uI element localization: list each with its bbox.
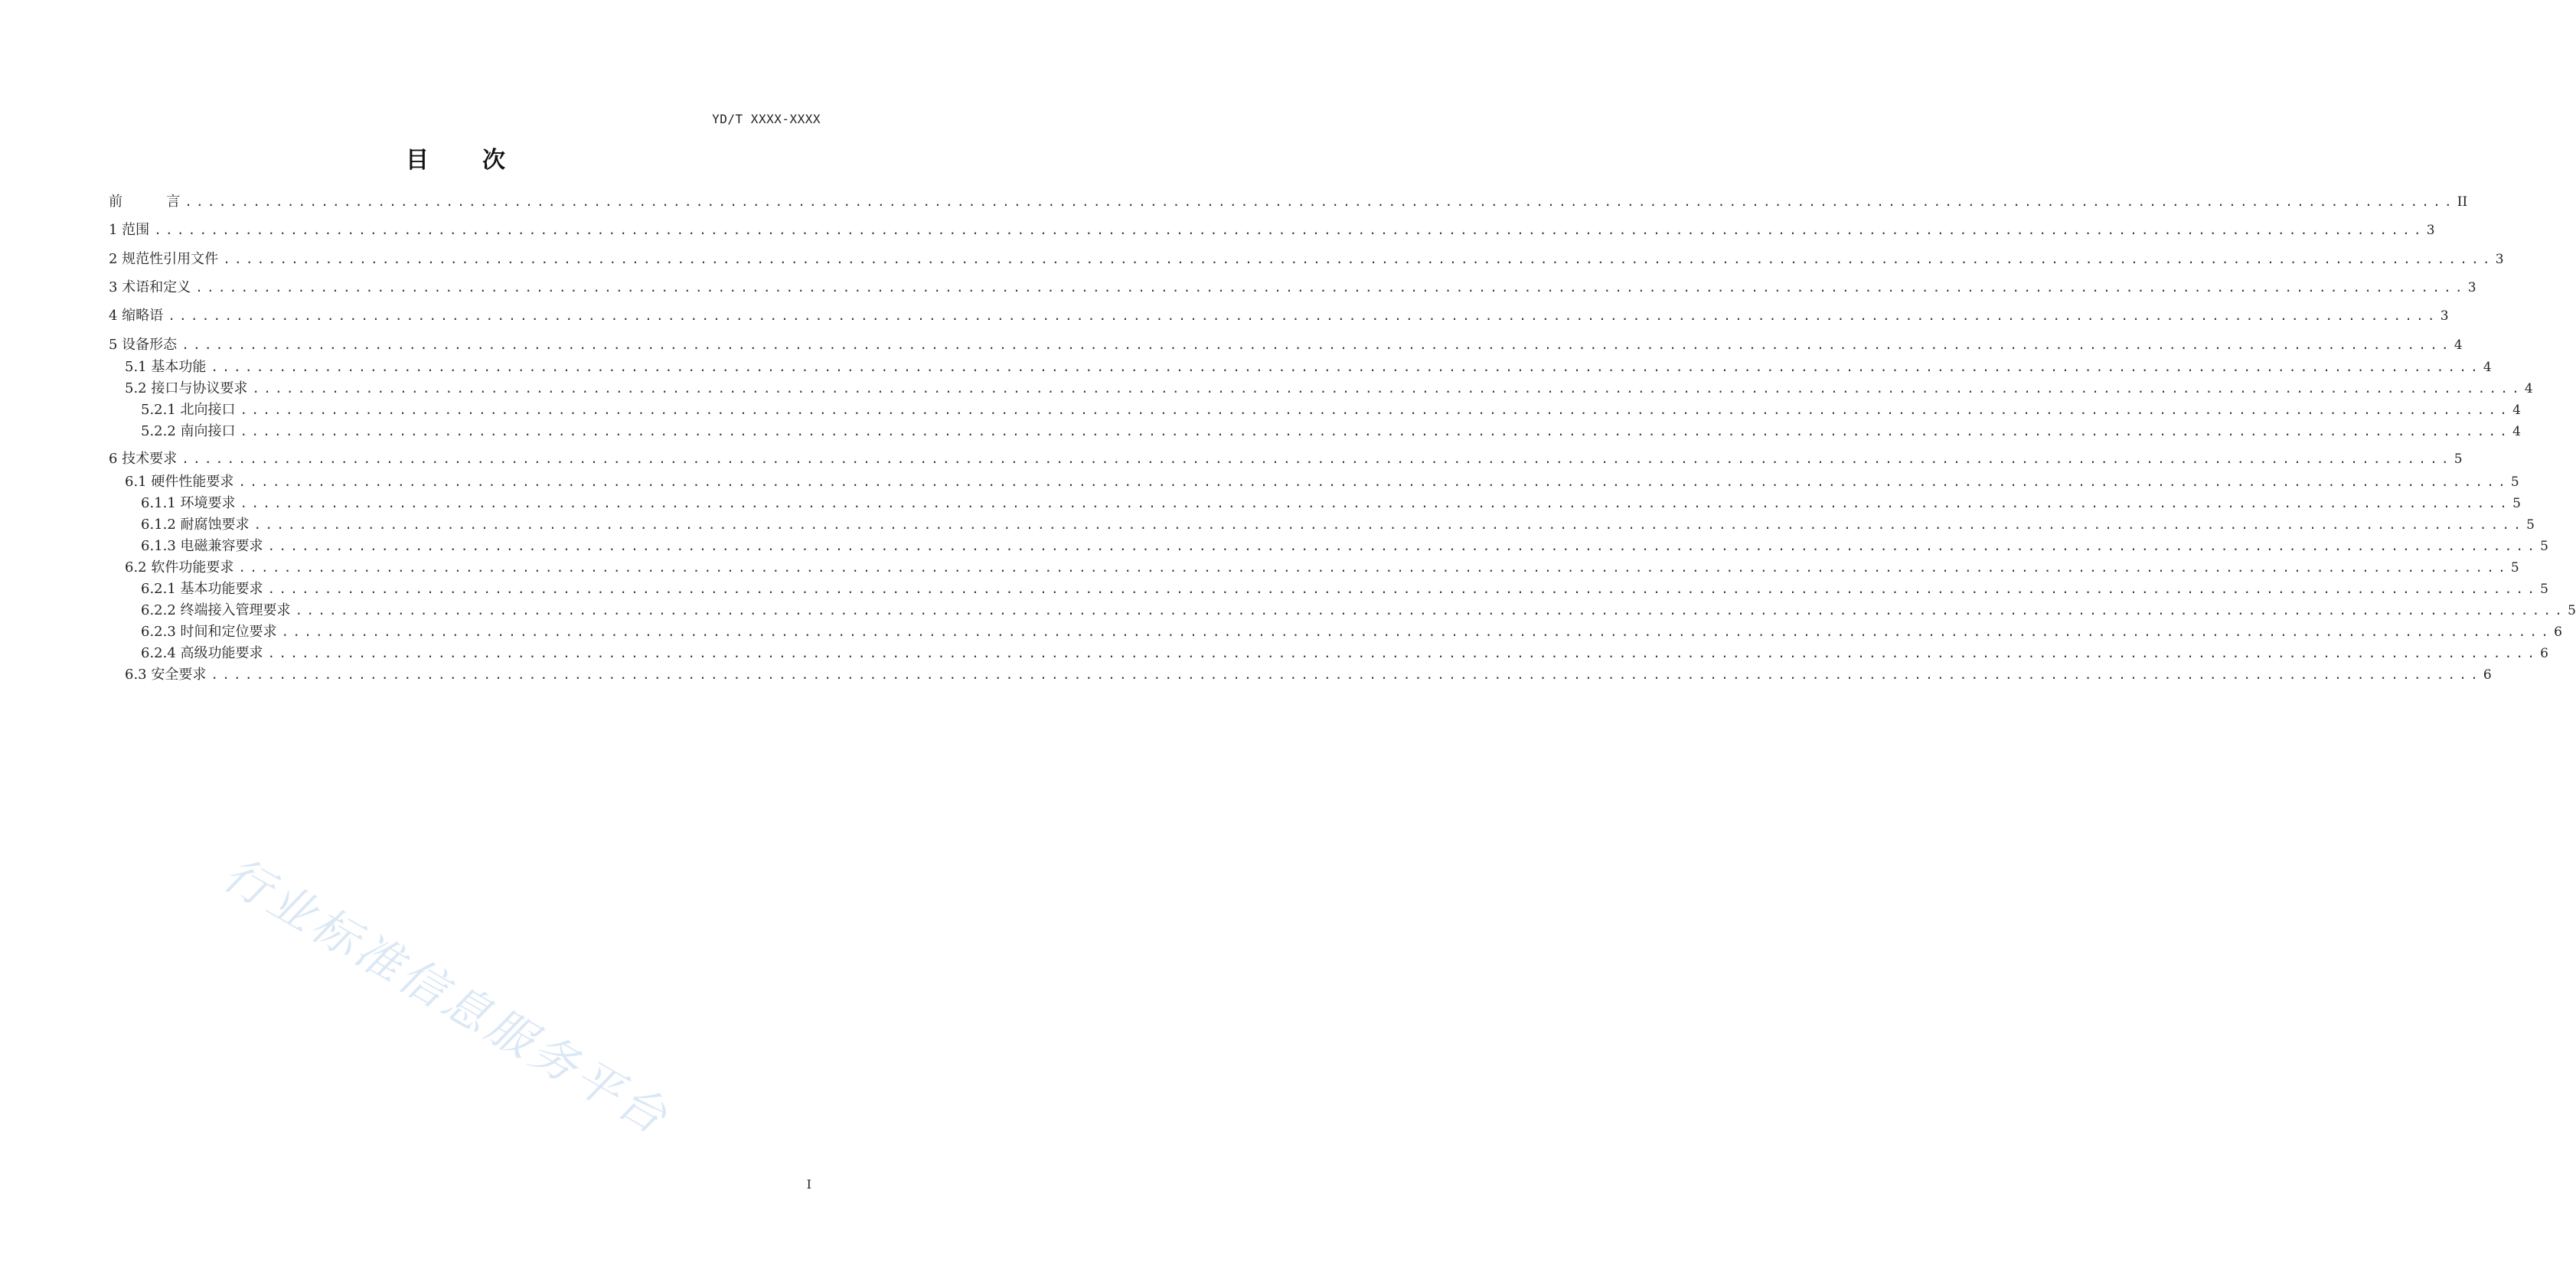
toc-entry-label: 5.1 基本功能 xyxy=(109,357,211,377)
toc-leader-dots: ........................................................................................................................................................................................................ xyxy=(184,194,2456,209)
toc-leader-dots: ........................................................................................................................................................................................................ xyxy=(281,624,2553,639)
toc-entry[interactable] xyxy=(109,306,2449,326)
toc-entry-page: 6 xyxy=(2483,667,2492,683)
toc-entry-label: 6.2 软件功能要求 xyxy=(109,558,238,578)
toc-entry-label: 5.2.2 南向接口 xyxy=(109,422,240,442)
toc-entry[interactable] xyxy=(109,622,2562,642)
toc-entry-page: 5 xyxy=(2454,452,2463,467)
toc-leader-dots: ........................................................................................................................................................................................................ xyxy=(211,667,2482,682)
toc-entry-page: II xyxy=(2457,194,2468,210)
toc-entry-label: 6.2.3 时间和定位要求 xyxy=(109,622,282,642)
toc-leader-dots: ........................................................................................................................................................................................................ xyxy=(267,539,2539,553)
toc-leader-dots: ........................................................................................................................................................................................................ xyxy=(252,381,2523,396)
toc-entry-label: 6.2.4 高级功能要求 xyxy=(109,644,268,664)
toc-entry-label: 1 范围 xyxy=(109,220,154,240)
toc-leader-dots: ........................................................................................................................................................................................................ xyxy=(154,223,2425,237)
watermark: 行业标准信息服务平台 xyxy=(214,847,679,1146)
toc-leader-dots: ........................................................................................................................................................................................................ xyxy=(195,280,2467,295)
toc-entry-page: 4 xyxy=(2512,424,2521,439)
toc-leader-dots: ........................................................................................................................................................................................................ xyxy=(240,403,2512,417)
toc-entry[interactable] xyxy=(109,665,2492,685)
toc-entry-page: 4 xyxy=(2483,360,2492,375)
toc-entry-label: 4 缩略语 xyxy=(109,306,168,326)
toc-entry-label: 6.2.1 基本功能要求 xyxy=(109,579,268,599)
toc-leader-dots: ........................................................................................................................................................................................................ xyxy=(181,452,2453,466)
toc-leader-dots: ........................................................................................................................................................................................................ xyxy=(181,337,2453,352)
title-char-2: 次 xyxy=(482,147,505,174)
toc-entry[interactable] xyxy=(109,220,2435,240)
toc-entry[interactable] xyxy=(109,249,2504,269)
toc-entry-label: 5.2 接口与协议要求 xyxy=(109,379,252,399)
toc-entry-label: 6.1.2 耐腐蚀要求 xyxy=(109,515,254,535)
toc-entry-page: 5 xyxy=(2540,582,2548,597)
toc-entry-label: 6.1.1 环境要求 xyxy=(109,494,240,514)
toc-entry-page: 5 xyxy=(2512,496,2521,511)
toc-entry[interactable] xyxy=(109,400,2521,420)
toc-entry-label: 2 规范性引用文件 xyxy=(109,249,223,269)
toc-entry-page: 5 xyxy=(2568,603,2576,618)
toc-leader-dots: ........................................................................................................................................................................................................ xyxy=(211,360,2482,374)
toc-entry-page: 6 xyxy=(2540,646,2548,661)
toc-entry-page: 3 xyxy=(2495,252,2504,267)
toc-leader-dots: ........................................................................................................................................................................................................ xyxy=(267,582,2539,596)
toc-entry-page: 5 xyxy=(2540,539,2548,554)
toc-entry[interactable] xyxy=(109,357,2492,377)
toc-entry[interactable] xyxy=(109,515,2535,535)
toc-entry[interactable] xyxy=(109,579,2548,599)
toc-entry-label: 6 技术要求 xyxy=(109,449,181,469)
toc-entry-label: 6.3 安全要求 xyxy=(109,665,211,685)
toc-entry-label: 5.2.1 北向接口 xyxy=(109,400,240,420)
toc-entry[interactable] xyxy=(109,472,2519,492)
toc-entry-page: 5 xyxy=(2510,474,2519,490)
toc-leader-dots: ........................................................................................................................................................................................................ xyxy=(240,424,2512,439)
page-title xyxy=(0,141,911,174)
toc-entry-page: 5 xyxy=(2526,517,2535,533)
toc-entry[interactable] xyxy=(109,536,2548,556)
toc-entry-label: 6.1 硬件性能要求 xyxy=(109,472,238,492)
toc-entry-page: 4 xyxy=(2524,381,2533,396)
toc-entry[interactable] xyxy=(109,449,2463,469)
page-number: I xyxy=(806,1177,811,1192)
toc-entry-page: 4 xyxy=(2512,403,2521,418)
toc-entry-page: 6 xyxy=(2554,624,2562,640)
toc-entry-label: 前 言 xyxy=(109,192,184,212)
toc-entry-page: 3 xyxy=(2440,308,2449,324)
document-code: YD/T XXXX-XXXX xyxy=(712,112,821,126)
toc-leader-dots: ........................................................................................................................................................................................................ xyxy=(267,646,2539,660)
toc-leader-dots: ........................................................................................................................................................................................................ xyxy=(223,252,2494,266)
toc-leader-dots: ........................................................................................................................................................................................................ xyxy=(238,474,2509,489)
toc-entry-page: 4 xyxy=(2454,337,2463,353)
toc-entry[interactable] xyxy=(109,601,2576,621)
toc-entry-page: 3 xyxy=(2426,223,2435,238)
toc-leader-dots: ........................................................................................................................................................................................................ xyxy=(295,603,2567,618)
toc-entry[interactable] xyxy=(109,379,2533,399)
toc-entry[interactable] xyxy=(109,278,2476,298)
toc-entry-page: 5 xyxy=(2510,560,2519,576)
toc-entry[interactable] xyxy=(109,192,2468,212)
toc-entry[interactable] xyxy=(109,494,2521,514)
toc-entry-label: 3 术语和定义 xyxy=(109,278,195,298)
toc-leader-dots: ........................................................................................................................................................................................................ xyxy=(168,308,2439,323)
toc-entry-label: 6.1.3 电磁兼容要求 xyxy=(109,536,268,556)
toc-entry-label: 5 设备形态 xyxy=(109,335,181,355)
toc-leader-dots: ........................................................................................................................................................................................................ xyxy=(240,496,2512,510)
toc-leader-dots: ........................................................................................................................................................................................................ xyxy=(253,517,2525,532)
toc-entry-page: 3 xyxy=(2467,280,2476,295)
title-char-1: 目 xyxy=(406,147,429,174)
toc-entry[interactable] xyxy=(109,558,2519,578)
toc-entry-label: 6.2.2 终端接入管理要求 xyxy=(109,601,295,621)
toc-entry[interactable] xyxy=(109,422,2521,442)
toc-leader-dots: ........................................................................................................................................................................................................ xyxy=(238,560,2509,575)
toc-entry[interactable] xyxy=(109,644,2548,664)
toc-entry[interactable] xyxy=(109,335,2463,355)
